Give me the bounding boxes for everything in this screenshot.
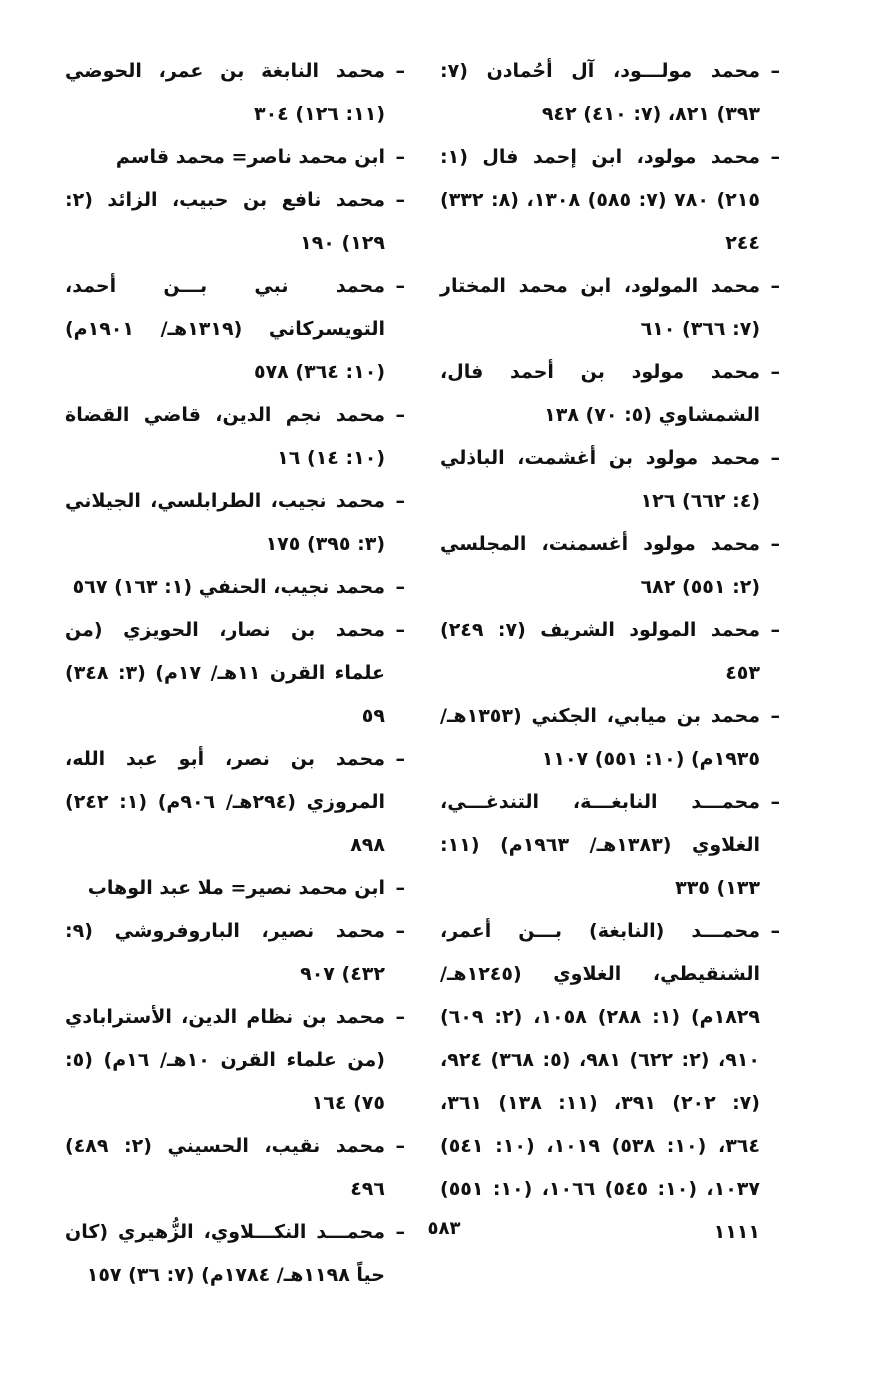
index-entry: – محمد بن ميابي، الجكني (١٣٥٣هـ/ ١٩٣٥م) (١٠: ٥٥١) ١١٠٧ bbox=[440, 695, 780, 781]
right-column bbox=[440, 50, 780, 1254]
index-entry: – محمد مولود بن أحمد فال، الشمشاوي (٥: ٧٠) ١٣٨ bbox=[440, 351, 780, 437]
index-entry: – ابن محمد ناصر= محمد قاسم bbox=[65, 136, 405, 179]
index-entry: – محمد نصير، الباروفروشي (٩: ٤٣٢) ٩٠٧ bbox=[65, 910, 405, 996]
index-entry: – محمد مولود بن أغشمت، الباذلي (٤: ٦٦٢) ١٢٦ bbox=[440, 437, 780, 523]
index-entry: – محمد نجم الدين، قاضي القضاة (١٠: ١٤) ١٦ bbox=[65, 394, 405, 480]
index-entry: – محمد المولود الشريف (٧: ٢٤٩) ٤٥٣ bbox=[440, 609, 780, 695]
index-entry: – محمـــد النابغـــة، التندغـــي، الغلاوي (١٣٨٣هـ/ ١٩٦٣م) (١١: ١٣٣) ٣٣٥ bbox=[440, 781, 780, 910]
index-entry: – محمد مولود، ابن إحمد فال (١: ٢١٥) ٧٨٠ (٧: ٥٨٥) ١٣٠٨، (٨: ٣٣٢) ٢٤٤ bbox=[440, 136, 780, 265]
index-entry: – ابن محمد نصير= ملا عبد الوهاب bbox=[65, 867, 405, 910]
index-entry: – محمد النابغة بن عمر، الحوضي (١١: ١٢٦) ٣٠٤ bbox=[65, 50, 405, 136]
index-entry: – محمد المولود، ابن محمد المختار (٧: ٣٦٦) ٦١٠ bbox=[440, 265, 780, 351]
index-entry: – محمد نجيب، الحنفي (١: ١٦٣) ٥٦٧ bbox=[65, 566, 405, 609]
index-entry: – محمد نبي بـــن أحمد، التويسركاني (١٣١٩هـ/ ١٩٠١م) (١٠: ٣٦٤) ٥٧٨ bbox=[65, 265, 405, 394]
index-entry: – محمـــد النكـــلاوي، الزُّهيري (كان حياً ١١٩٨هـ/ ١٧٨٤م) (٧: ٣٦) ١٥٧ bbox=[65, 1211, 405, 1297]
index-entry: – محمد مولـــود، آل أحُمادن (٧: ٣٩٣) ٨٢١، (٧: ٤١٠) ٩٤٢ bbox=[440, 50, 780, 136]
index-entry: – محمد بن نصر، أبو عبد الله، المروزي (٢٩٤هـ/ ٩٠٦م) (١: ٢٤٢) ٨٩٨ bbox=[65, 738, 405, 867]
index-entry: – محمد بن نظام الدين، الأسترابادي (من علماء القرن ١٠هـ/ ١٦م) (٥: ٧٥) ١٦٤ bbox=[65, 996, 405, 1125]
index-entry: – محمـــد (النابغة) بـــن أعمر، الشنقيطي، الغلاوي (١٢٤٥هـ/ ١٨٢٩م) (١: ٢٨٨) ١٠٥٨، (٢: ٦٠٩) ٩١٠، (٢: ٦٢٢) ٩٨١، (٥: ٣٦٨) ٩٢٤، (٧: ٢٠٢) ٣٩١، (١١: ١٣٨) ٣٦١، ٣٦٤، (١٠: ٥٣٨) ١٠١٩، (١٠: ٥٤١) ١٠٣٧، (١٠: ٥٤٥) ١٠٦٦، (١٠: ٥٥١) ١١١١ bbox=[440, 910, 780, 1254]
page-number: ٥٨٣ bbox=[427, 1218, 461, 1239]
index-entry: – محمد نقيب، الحسيني (٢: ٤٨٩) ٤٩٦ bbox=[65, 1125, 405, 1211]
index-entry: – محمد بن نصار، الحويزي (من علماء القرن ١١هـ/ ١٧م) (٣: ٣٤٨) ٥٩ bbox=[65, 609, 405, 738]
index-entry: – محمد نافع بن حبيب، الزائد (٢: ١٢٩) ١٩٠ bbox=[65, 179, 405, 265]
index-entry: – محمد نجيب، الطرابلسي، الجيلاني (٣: ٣٩٥) ١٧٥ bbox=[65, 480, 405, 566]
index-entry: – محمد مولود أغسمنت، المجلسي (٢: ٥٥١) ٦٨٢ bbox=[440, 523, 780, 609]
left-column bbox=[65, 50, 405, 1297]
